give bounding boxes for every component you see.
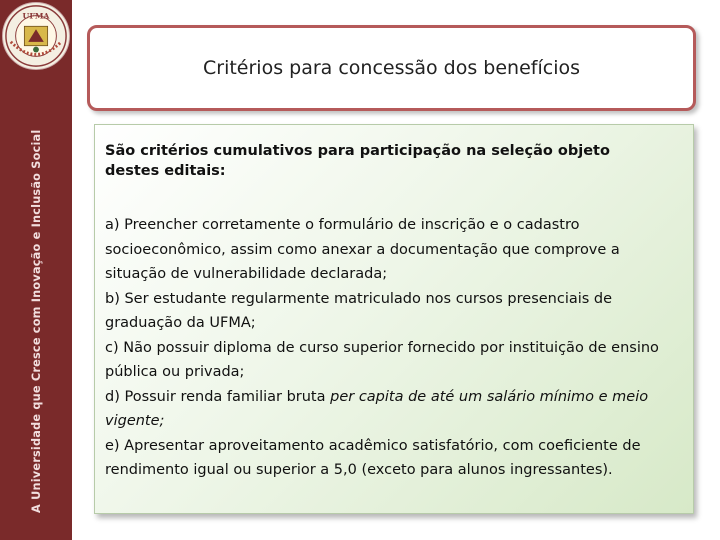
criterion-d — [105, 385, 675, 434]
ufma-seal-icon — [3, 3, 69, 69]
content-panel — [94, 124, 694, 514]
criterion-d-emphasis: per capita de até um salário mínimo e meio vigente; — [105, 388, 649, 429]
criterion-a: a) Preencher corretamente o formulário de inscrição e o cadastro socioeconômico, assim como anexar a documentação que comprove a situação de vulnerabilidade declarada; — [105, 217, 620, 282]
sidebar-slogan-wrapper — [26, 113, 48, 513]
criterion-e: e) Apresentar aproveitamento acadêmico satisfatório, com coeficiente de rendimento igual ou superior a 5,0 (exceto para alunos ingressantes). — [105, 437, 641, 478]
intro-text: São critérios cumulativos para participação na seleção objeto destes editais: — [105, 143, 610, 179]
criteria-list — [105, 213, 675, 483]
ufma-logo — [2, 2, 70, 70]
criterion-b: b) Ser estudante regularmente matriculado nos cursos presenciais de graduação da UFMA; — [105, 290, 613, 331]
sidebar — [0, 0, 72, 540]
title-box — [87, 25, 696, 111]
criterion-c: c) Não possuir diploma de curso superior fornecido por instituição de ensino pública ou privada; — [105, 339, 659, 380]
page-title: Critérios para concessão dos benefícios — [202, 57, 581, 79]
sidebar-slogan: A Universidade que Cresce com Inovação e Inclusão Social — [30, 129, 43, 513]
logo-text: UFMA — [22, 11, 50, 21]
criterion-d-text: d) Possuir renda familiar bruta — [105, 388, 331, 405]
